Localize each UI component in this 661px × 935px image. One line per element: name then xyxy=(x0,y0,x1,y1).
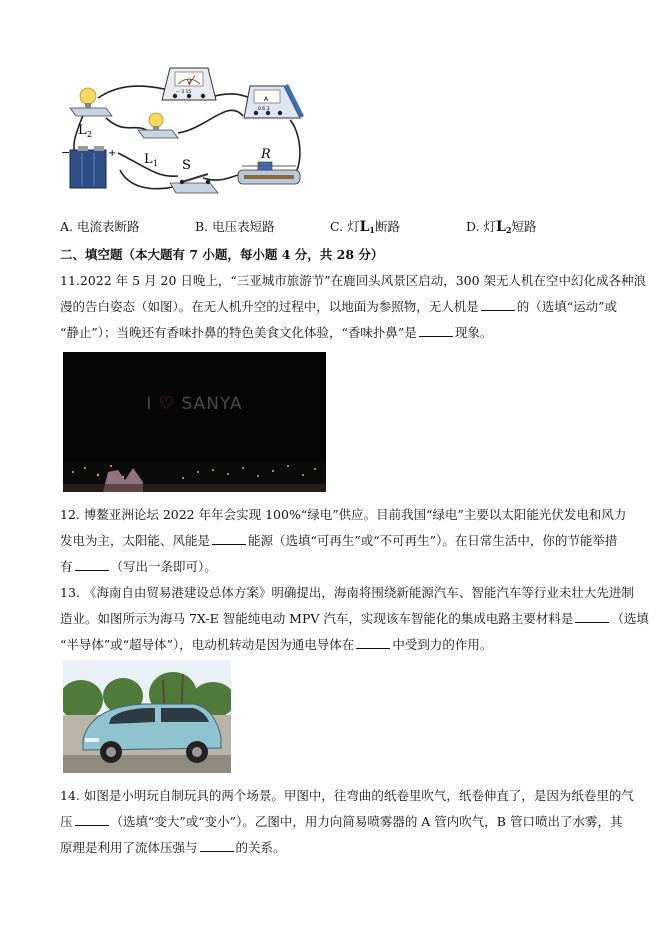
q12-line2-b: 能源（选填“可再生”或“不可再生”）。在日常生活中，你的节能举措 xyxy=(248,533,618,548)
option-c xyxy=(330,217,400,235)
q11-blank-2 xyxy=(419,324,453,337)
q13-blank-1 xyxy=(575,610,609,623)
ammeter-terminals: 0.6 3 xyxy=(258,107,270,112)
q14-blank-2 xyxy=(200,839,234,852)
lamp-l2-label: L xyxy=(78,123,87,138)
battery-negative-label: − xyxy=(61,146,71,159)
q12-line3-b: （写出一条即可）。 xyxy=(110,559,217,574)
q13-line2-b: （选填 xyxy=(611,611,649,626)
drone-show-logo xyxy=(63,394,326,414)
q13-line3-b: 中受到力的作用。 xyxy=(392,637,493,652)
voltmeter-terminals: − 3 15 xyxy=(176,90,192,95)
option-b: B. 电压表短路 xyxy=(195,219,275,234)
q14-line2-a: 压 xyxy=(60,814,73,829)
q12-line1: 12. 博鳌亚洲论坛 2022 年年会实现 100%“绿电”供应。目前我国“绿电”主要以太阳能光伏发电和风力 xyxy=(60,507,627,522)
battery-positive-label: + xyxy=(108,148,117,159)
city-lights xyxy=(63,442,326,492)
lamp-l1 xyxy=(138,113,178,138)
q14-line3-b: 的关系。 xyxy=(235,840,286,855)
option-d-sub: 2 xyxy=(505,225,512,235)
q13-line2 xyxy=(60,610,649,628)
q14-line3-a: 原理是利用了流体压强与 xyxy=(60,840,198,855)
option-d-suffix: 短路 xyxy=(511,219,537,234)
q12-line3-a: 有 xyxy=(60,559,73,574)
q11-blank-1 xyxy=(481,298,515,311)
q13-line2-a: 造业。如图所示为海马 7X-E 智能纯电动 MPV 汽车，实现该车智能化的集成电路主要材料是 xyxy=(60,611,574,626)
q12-line2 xyxy=(60,532,620,550)
heart-icon: ♡ xyxy=(158,394,176,414)
q14-line3 xyxy=(60,839,620,857)
lamp-l2-sub: 2 xyxy=(87,130,93,139)
electric-mpv-photo xyxy=(63,660,231,773)
rheostat-r xyxy=(238,162,300,184)
q13-line1: 13. 《海南自由贸易港建设总体方案》明确提出，海南将围绕新能源汽车、智能汽车等行业未壮大先进制 xyxy=(60,585,634,600)
option-d xyxy=(466,217,536,235)
q12-blank-1 xyxy=(212,532,246,545)
ammeter xyxy=(244,84,304,118)
option-c-suffix: 断路 xyxy=(375,219,401,234)
ammeter-symbol: A xyxy=(264,96,269,103)
lamp-l1-label: L xyxy=(144,152,153,167)
q12-line2-a: 发电为主，太阳能、风能是 xyxy=(60,533,211,548)
option-d-lamp: L xyxy=(496,219,506,235)
q11-line1: 11.2022 年 5 月 20 日晚上，“三亚城市旅游节”在鹿回头风景区启动，300 架无人机在空中幻化成各种浪 xyxy=(60,273,647,288)
q11-line3-b: 现象。 xyxy=(454,325,493,340)
lamp-l1-sub: 1 xyxy=(153,159,159,168)
q14-line2-b: （选填“变大”或“变小”）。乙图中，用力向简易喷雾器的 A 管内吹气，B 管口喷出了水雾，其 xyxy=(110,814,623,829)
voltmeter-symbol: V xyxy=(187,79,192,86)
q13-line3-a: “半导体”或“超导体”），电动机转动是因为通电导体在 xyxy=(60,637,355,652)
option-a: A. 电流表断路 xyxy=(60,219,140,234)
rheostat-label: R xyxy=(261,147,271,162)
q11-line3 xyxy=(60,324,620,342)
drone-show-photo xyxy=(63,352,326,492)
q14-line1: 14. 如图是小明玩自制玩具的两个场景。甲图中，往弯曲的纸卷里吹气，纸卷伸直了，是因为纸卷里的气 xyxy=(60,788,634,803)
q12-line3 xyxy=(60,558,620,576)
option-c-lamp: L xyxy=(359,219,370,235)
q11-line2 xyxy=(60,298,620,316)
option-c-sub: 1 xyxy=(369,225,375,235)
switch-label: S xyxy=(182,158,191,173)
q11-line3-a: “静止”）；当晚还有香味扑鼻的特色美食文化体验，“香味扑鼻”是 xyxy=(60,325,417,340)
logo-i: I xyxy=(146,394,153,414)
q13-line3 xyxy=(60,636,620,654)
logo-sanya: SANYA xyxy=(181,394,243,414)
q12-blank-2 xyxy=(75,558,109,571)
q14-line2 xyxy=(60,813,623,831)
circuit-diagram xyxy=(58,58,308,200)
q13-blank-2 xyxy=(356,636,390,649)
car-illustration xyxy=(63,660,231,773)
lamp-l2 xyxy=(70,88,112,116)
section-heading: 二、填空题（本大题有 7 小题，每小题 4 分，共 28 分） xyxy=(60,247,384,262)
option-d-prefix: D. 灯 xyxy=(466,219,497,234)
q14-blank-1 xyxy=(75,813,109,826)
q11-line2-a: 漫的告白姿态（如图）。在无人机升空的过程中，以地面为参照物，无人机是 xyxy=(60,299,479,314)
q11-line2-b: 的（选填“运动”或 xyxy=(516,299,618,314)
option-c-prefix: C. 灯 xyxy=(330,219,360,234)
battery xyxy=(70,146,106,188)
